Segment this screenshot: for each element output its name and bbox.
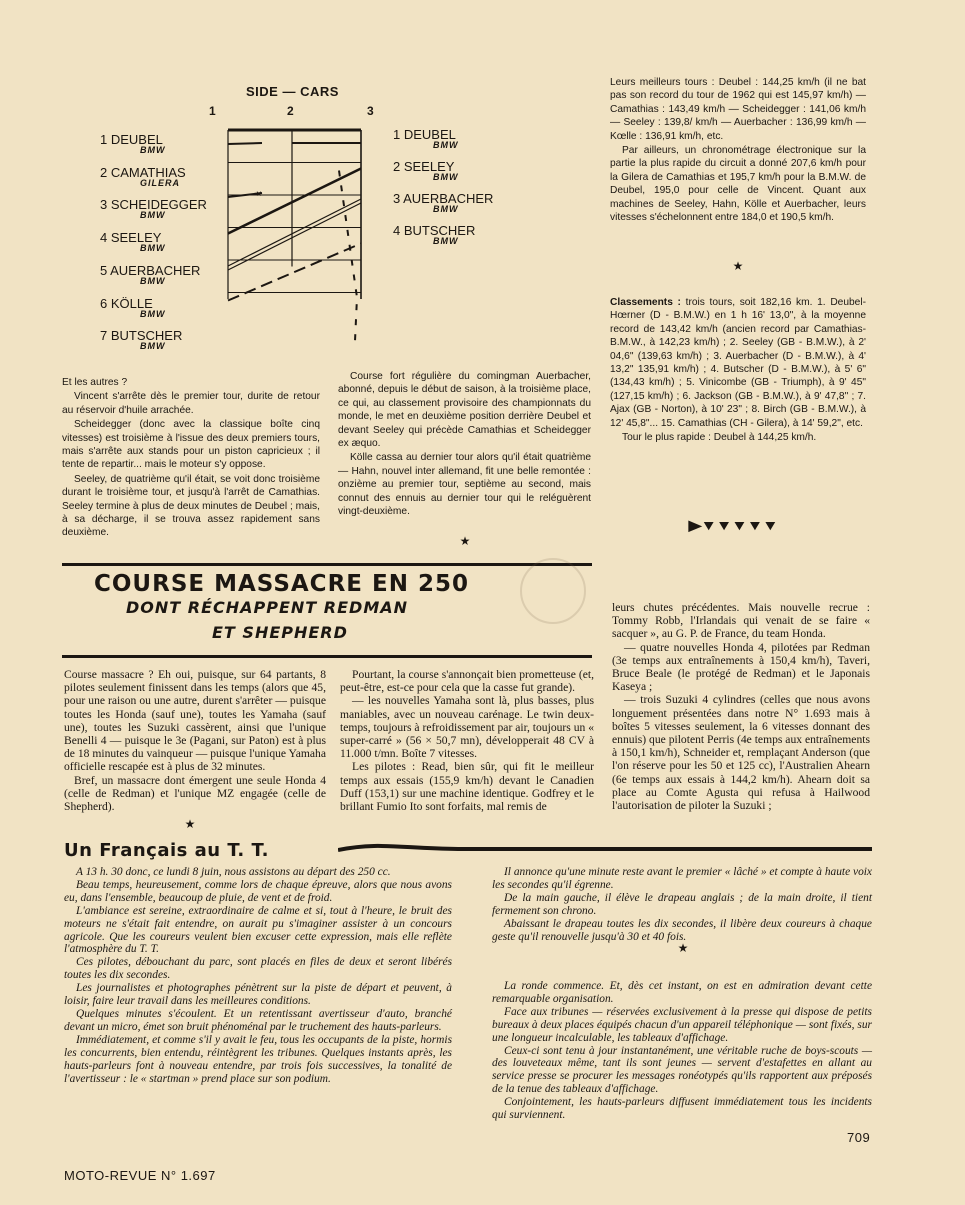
paragraph: Course massacre ? Eh oui, puisque, sur 64 partants, 8 pilotes seulement finissent dans les temps (alors que 45, pour une raison ou une autre, durent s'arrêter — puisque toutes les Honda (sauf une), toutes les Yamaha (sauf une), toutes les Suzuki cassèrent, ainsi que l'unique Benelli 4 — puisque le 3e (Pagani, sur Paton) est à plus de 18 minutes du vainqueur — puisque l'unique Yamaha officielle rescapée est à plus de 32 minutes.	[64, 668, 326, 774]
paragraph: — trois Suzuki 4 cylindres (celles que nous avons longuement présentées dans notre N° 1.693 mais à boîtes 5 vitesses seulement, la 6 vitesses donnant des ennuis) que pilotent Perris (4e temps aux entraînements à 150,1 km/h), Schneider et, remplaçant Anderson (que l'on réserve pour les 50 et 125 cc), l'Australien Ahearn (6e temps aux essais à 144,2 km/h). Ahearn doit sa place au Comte Agusta qui refusa à Hailwood l'autorisation de piloter la Suzuki ;	[612, 693, 870, 813]
finish-rider-make: BMW	[433, 204, 459, 214]
paragraph: — les nouvelles Yamaha sont là, plus basses, plus maniables, avec un nouveau carénage. Le twin deux-temps, toujours à refroidissement par air, toujours un « super-carré » (56 × 50,7 mn), développerait 48 CV à 11.000 t/mn. Boîte 7 vitesses.	[340, 694, 594, 761]
finish-rider-name: 1 DEUBEL	[393, 127, 456, 142]
line-camathias	[228, 143, 361, 144]
article250-col1	[64, 668, 326, 813]
star-divider: ★	[732, 259, 744, 273]
fastest-lap: Tour le plus rapide : Deubel à 144,25 km/h.	[622, 432, 817, 444]
line-butscher	[228, 244, 361, 301]
paragraph: Par ailleurs, un chronométrage électronique sur la partie la plus rapide du circuit a donné 207,6 km/h pour la Gilera de Camathias et 195,7 km/h pour la B.M.W. de Deubel, 195,0 pour celle de Vincent. Quant aux machines de Seeley, Hahn, Kölle et Auerbacher, leurs vitesses s'échelonnent entre 184,0 et 190,5 km/h.	[610, 145, 866, 224]
start-rider-name: 4 SEELEY	[100, 230, 162, 246]
start-rider-name: 3 SCHEIDEGGER	[100, 197, 207, 213]
star-divider: ★	[184, 817, 196, 831]
paragraph: Les journalistes et photographes pénètrent sur la piste de départ et peuvent, à loisir, faire leur travail dans les meilleures conditions.	[64, 982, 452, 1008]
paragraph: A 13 h. 30 donc, ce lundi 8 juin, nous assistons au départ des 250 cc.	[76, 866, 391, 878]
chart-rider-lines	[228, 130, 361, 341]
chart-grid	[228, 130, 361, 299]
start-rider-make: BMW	[140, 341, 166, 352]
sidecars-text-col3	[610, 76, 866, 225]
heading-un-francais: Un Français au T. T.	[64, 840, 269, 861]
start-rider-make: GILERA	[140, 177, 181, 188]
article250-col3	[612, 601, 870, 812]
sidecars-text-col2	[338, 370, 591, 519]
start-rider-make: BMW	[140, 275, 166, 286]
paragraph: Il annonce qu'une minute reste avant le premier « lâché » et compte à haute voix les secondes qu'il égrenne.	[492, 866, 872, 891]
lap-label-1: 1	[209, 104, 216, 118]
divider-rule	[62, 563, 592, 566]
paragraph: Ceux-ci sont tenu à jour instantanément, une véritable ruche de boys-scouts — des louveteaux même, tant ils sont jeunes — servent d'estafettes en allant au service presse se procurer les messages ronéotypés qu'ils rapportent aux préposés de la tenue des tableaux d'affichage.	[492, 1044, 872, 1096]
line-kolle	[339, 171, 357, 342]
headline-dont-rechappent: DONT RÉCHAPPENT REDMAN	[126, 598, 409, 617]
finish-rider-make: BMW	[433, 172, 459, 182]
divider-rule	[62, 655, 592, 658]
paragraph: Face aux tribunes — réservées exclusivement à la presse qui dispose de petits bureaux à deux places équipés chacun d'un appareil téléphonique — sont fixés, sur une longueur incalculable, les tableaux d'affichage.	[492, 1005, 872, 1044]
paragraph: Pourtant, la course s'annonçait bien prometteuse (et, peut-être, est-ce pour cela que la casse fut grande).	[340, 668, 594, 695]
start-rider-make: BMW	[140, 243, 166, 254]
start-rider-name: 6 KÖLLE	[100, 295, 153, 311]
decorative-vignette: ▶▼▼▼▼▼	[688, 517, 778, 533]
line-seeley	[228, 169, 361, 234]
paragraph: Ces pilotes, débouchant du parc, sont placés en files de deux et seront libérés toutes les dix secondes.	[64, 956, 452, 982]
classements-text: trois tours, soit 182,16 km. 1. Deubel-Hœrner (D - B.M.W.) en 1 h 16' 13,0", à la moyenne record de 143,42 km/h (ancien record par Camathias-B.M.W., à 142,23 km/h) ; 2. Seeley (GB - B.M.W.), à 2' 04,6" (139,63 km/h) ; 3. Auerbacher (D - B.M.W.), à 4' 13,2" 135,91 km/h) ; 4. Butscher (D - B.M.W.), à 5' 6" (134,43 km/h) ; 5. Vinicombe (GB - Triumph), à 9' 45" (127,15 km/h) ; 6. Jackson (GB - B.M.W.), à 9' 47,8" ; 7. Ajax (GB - Norton), à 10' 23" ; 8. Birch (GB - B.M.W.), à 12' 45,8"... 15. Camathias (CH - Gilera), à 14' 59,2", etc.	[610, 297, 866, 429]
watermark-stamp	[520, 558, 586, 624]
classements-label: Classements :	[610, 297, 681, 308]
paragraph: Les pilotes : Read, bien sûr, qui fit le meilleur temps aux essais (155,9 km/h) devant le Canadien Duff (153,1) sur une machine identique. Godfrey et le brillant Fumio Ito sont forfaits, mal remis de	[340, 760, 594, 814]
finish-rider-name: 2 SEELEY	[393, 159, 455, 174]
finish-rider-name: 4 BUTSCHER	[393, 223, 476, 238]
paragraph: Course fort régulière du comingman Auerbacher, abonné, depuis le début de saison, à la troisième place, ce qui, au classement provisoire des championnats du monde, le met en deuxième position derrière Deubel et devant Seeley qui précède Camathias et Scheidegger ex æquo.	[338, 371, 591, 450]
francais-col2a	[492, 866, 872, 943]
paragraph: Beau temps, heureusement, comme lors de chaque épreuve, alors que nous avons eu, dans l'ensemble, beaucoup de pluie, de vent et de froid.	[64, 878, 452, 904]
magazine-issue: MOTO-REVUE N° 1.697	[64, 1168, 216, 1183]
chart-title: SIDE — CARS	[246, 84, 339, 99]
star-divider: ★	[677, 941, 689, 955]
page-number: 709	[847, 1130, 871, 1145]
start-rider-name: 1 DEUBEL	[100, 132, 163, 147]
start-rider-make: BMW	[140, 145, 166, 155]
start-rider-name: 5 AUERBACHER	[100, 262, 201, 278]
start-rider-make: BMW	[140, 308, 166, 319]
paragraph: Kölle cassa au dernier tour alors qu'il était quatrième — Hahn, nouvel inter allemand, fit une belle remontée : onzième au premier tour, septième au second, mais connut des ennuis au dernier tour qui le reléguèrent vingt-deuxième.	[338, 452, 591, 518]
star-divider: ★	[459, 534, 471, 548]
paragraph: L'ambiance est sereine, extraordinaire de calme et si, tout à l'heure, le bruit des moteurs ne s'était fait entendre, on aurait pu s'imaginer assister à un concours agricole. Que les coureurs veulent bien excuser cette expression, mais elle reflète l'atmosphère du T. T.	[64, 904, 452, 956]
lap-label-3: 3	[367, 104, 374, 118]
paragraph: Quelques minutes s'écoulent. Et un retentissant avertisseur d'auto, branché devant un micro, émet son bruit phénoménal par le truchement des hauts-parleurs.	[64, 1007, 452, 1033]
sidecars-text-col1	[62, 376, 320, 541]
francais-col1	[64, 866, 452, 1085]
paragraph: Immédiatement, et comme s'il y avait le feu, tous les occupants de la piste, hormis les concurrents, bien entendu, réintègrent les tribunes. Quelques instants après, les hauts-parleurs font à nouveau entendre, par trois fois successives, la tonalité de l'avertisseur : le « startman » prend place sur son podium.	[64, 1033, 452, 1085]
paragraph: Scheidegger (donc avec la classique boîte cinq vitesses) est troisième à l'issue des deux premiers tours, mais s'arrête aux stands pour un piston capricieux ; il tente de repartir... mais le moteur s'y oppose.	[62, 419, 320, 471]
paragraph: De la main gauche, il élève le drapeau anglais ; de la main droite, il tient fermement son chrono.	[492, 891, 872, 917]
start-rider-name: 7 BUTSCHER	[100, 328, 183, 344]
headline-course-massacre: COURSE MASSACRE EN 250	[94, 571, 469, 597]
classements-block	[610, 296, 866, 445]
retirement-mark: ×	[256, 189, 262, 200]
francais-col2b	[492, 980, 872, 1122]
paragraph: Et les autres ?	[62, 377, 128, 388]
paragraph: Seeley, de quatrième qu'il était, se voit donc troisième durant le troisième tour, et jusqu'à l'arrêt de Camathias. Seeley termine à plus de deux minutes de Deubel ; mais, à sa décharge, il se trouva assez rapidement sans deuxième.	[62, 473, 320, 539]
paragraph: Bref, un massacre dont émergent une seule Honda 4 (celle de Redman) et l'unique MZ engagée (celle de Shepherd).	[64, 773, 326, 814]
headline-et-shepherd: ET SHEPHERD	[212, 623, 348, 642]
lap-label-2: 2	[287, 104, 294, 118]
start-rider-name: 2 CAMATHIAS	[100, 164, 186, 180]
line-auerbacher	[228, 199, 361, 266]
finish-rider-name: 3 AUERBACHER	[393, 191, 494, 206]
finish-rider-make: BMW	[433, 140, 459, 150]
finish-rider-make: BMW	[433, 236, 459, 246]
paragraph: Conjointement, les hauts-parleurs diffusent immédiatement tous les incidents qui surviennent.	[492, 1096, 872, 1122]
paragraph: — quatre nouvelles Honda 4, pilotées par Redman (3e temps aux entraînements à 150,4 km/h), Taveri, Bruce Beale (le protégé de Redman) et le Japonais Kaseya ;	[612, 640, 870, 694]
paragraph: leurs chutes précédentes. Mais nouvelle recrue : Tommy Robb, l'Irlandais qui venait de se faire « sacquer », au G. P. de France, du team Honda.	[612, 601, 870, 641]
paragraph: Vincent s'arrête dès le premier tour, durite de retour au réservoir d'huile arrachée.	[62, 391, 320, 416]
paragraph: La ronde commence. Et, dès cet instant, on est en admiration devant cette remarquable organisation.	[492, 980, 872, 1005]
paragraph: Leurs meilleurs tours : Deubel : 144,25 km/h (il ne bat pas son record du tour de 1962 qui est 145,97 km/h) — Camathias : 143,49 km/h — Scheidegger : 141,06 km/h — Seeley : 139,8/ km/h — Auerbacher : 136,99 km/h — Kœlle : 136,91 km/h, etc.	[610, 77, 866, 142]
start-rider-make: BMW	[140, 210, 166, 221]
heading-swash	[338, 836, 872, 862]
paragraph: Abaissant le drapeau toutes les dix secondes, il libère deux coureurs à chaque geste qu'il renouvelle jusqu'à 30 et 40 fois.	[492, 917, 872, 943]
article250-col2	[340, 668, 594, 813]
